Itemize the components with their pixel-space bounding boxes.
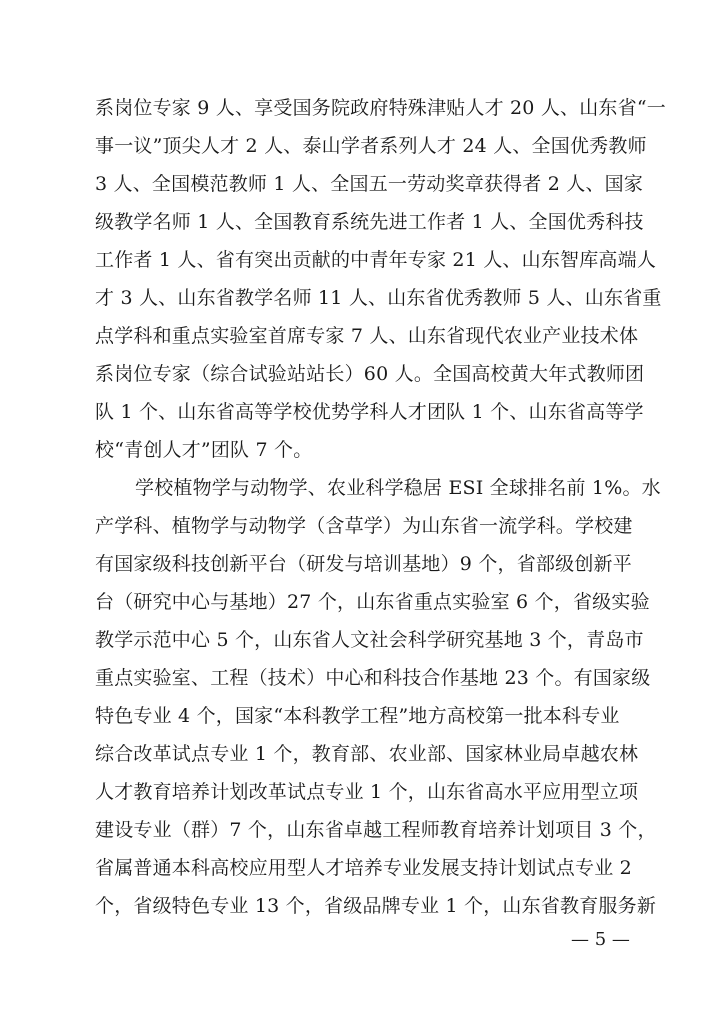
text-line: 特色专业 4 个，国家“本科教学工程”地方高校第一批本科专业 [95, 705, 620, 727]
text-line: 级教学名师 1 人、全国教育系统先进工作者 1 人、全国优秀科技 [95, 211, 644, 233]
text-line: 队 1 个、山东省高等学校优势学科人才团队 1 个、山东省高等学 [95, 401, 644, 423]
text-line: 个，省级特色专业 13 个，省级品牌专业 1 个，山东省教育服务新 [95, 895, 657, 917]
text-line-indented: 学校植物学与动物学、农业科学稳居 ESI 全球排名前 1%。水 [135, 477, 661, 499]
text-line: 3 人、全国模范教师 1 人、全国五一劳动奖章获得者 2 人、国家 [95, 173, 644, 195]
text-line: 重点实验室、工程（技术）中心和科技合作基地 23 个。有国家级 [95, 667, 651, 689]
text-line: 有国家级科技创新平台（研发与培训基地）9 个，省部级创新平 [95, 553, 632, 575]
text-line: 产学科、植物学与动物学（含草学）为山东省一流学科。学校建 [95, 515, 633, 537]
text-line: 综合改革试点专业 1 个，教育部、农业部、国家林业局卓越农林 [95, 743, 639, 765]
text-line: 教学示范中心 5 个，山东省人文社会科学研究基地 3 个，青岛市 [95, 629, 644, 651]
text-line: 台（研究中心与基地）27 个，山东省重点实验室 6 个，省级实验 [95, 591, 650, 613]
text-line: 校“青创人才”团队 7 个。 [95, 439, 313, 461]
text-line: 工作者 1 人、省有突出贡献的中青年专家 21 人、山东智库高端人 [95, 249, 657, 271]
text-line: 事一议”顶尖人才 2 人、泰山学者系列人才 24 人、全国优秀教师 [95, 135, 647, 157]
text-line: 省属普通本科高校应用型人才培养专业发展支持计划试点专业 2 [95, 857, 632, 879]
text-line: 建设专业（群）7 个，山东省卓越工程师教育培养计划项目 3 个， [95, 819, 657, 841]
text-line: 人才教育培养计划改革试点专业 1 个，山东省高水平应用型立项 [95, 781, 639, 803]
text-line: 点学科和重点实验室首席专家 7 人、山东省现代农业产业技术体 [95, 325, 639, 347]
text-line: 才 3 人、山东省教学名师 11 人、山东省优秀教师 5 人、山东省重 [95, 287, 662, 309]
text-line: 系岗位专家 9 人、享受国务院政府特殊津贴人才 20 人、山东省“一 [95, 97, 666, 119]
page-number: — 5 — [571, 929, 630, 950]
text-line: 系岗位专家（综合试验站站长）60 人。全国高校黄大年式教师团 [95, 363, 645, 385]
